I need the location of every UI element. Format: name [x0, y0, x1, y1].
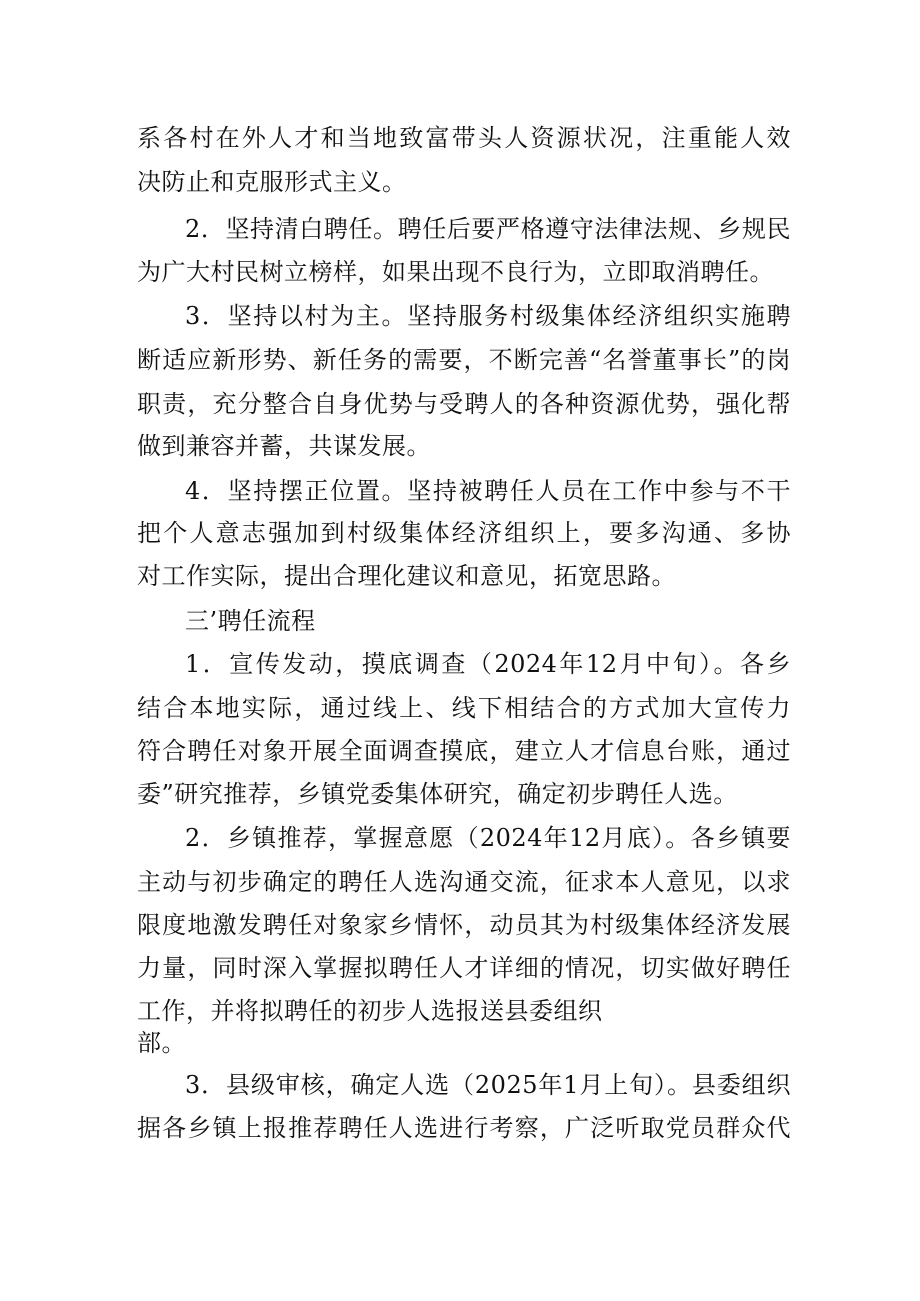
text-line: 为广大村民树立榜样，如果出现不良行为，立即取消聘任。: [137, 258, 774, 286]
text-line: 职责，充分整合自身优势与受聘人的各种资源优势，强化帮: [137, 390, 791, 418]
text-line: 限度地激发聘任对象家乡情怀，动员其为村级集体经济发展: [137, 911, 791, 939]
text-line: 结合本地实际，通过线上、线下相结合的方式加大宣传力: [137, 694, 791, 722]
text-line: 做到兼容并蓄，共谋发展。: [137, 432, 431, 460]
text-line: 系各村在外人才和当地致富带头人资源状况，注重能人效: [137, 124, 791, 152]
text-line: 把个人意志强加到村级集体经济组织上，要多沟通、多协: [137, 519, 791, 547]
text-line: 4．坚持摆正位置。坚持被聘任人员在工作中参与不干: [185, 477, 791, 505]
text-line: 据各乡镇上报推荐聘任人选进行考察，广泛听取党员群众代: [137, 1114, 791, 1142]
text-line: 决防止和克服形式主义。: [137, 168, 407, 196]
text-line: 对工作实际，提出合理化建议和意见，拓宽思路。: [137, 562, 676, 590]
text-line: 3．县级审核，确定人选（2025年1月上旬）。县委组织: [185, 1071, 791, 1099]
text-line: 部。: [137, 1029, 186, 1057]
text-line: 2．坚持清白聘任。聘任后要严格遵守法律法规、乡规民: [185, 215, 791, 243]
text-line: 工作，并将拟聘任的初步人选报送县委组织: [137, 997, 603, 1025]
section-heading: 三’聘任流程: [185, 607, 316, 635]
text-line: 委”研究推荐，乡镇党委集体研究，确定初步聘任人选。: [137, 780, 738, 808]
text-line: 主动与初步确定的聘任人选沟通交流，征求本人意见，以求: [137, 868, 791, 896]
text-line: 符合聘任对象开展全面调查摸底，建立人才信息台账，通过: [137, 737, 791, 765]
text-line: 断适应新形势、新任务的需要，不断完善“名誉董事长”的岗: [137, 346, 791, 374]
text-line: 2．乡镇推荐，掌握意愿（2024年12月底）。各乡镇要: [185, 824, 791, 852]
text-line: 力量，同时深入掌握拟聘任人才详细的情况，切实做好聘任: [137, 954, 791, 982]
text-line: 3．坚持以村为主。坚持服务村级集体经济组织实施聘: [185, 302, 791, 330]
text-line: 1．宣传发动，摸底调查（2024年12月中旬）。各乡: [185, 650, 791, 678]
